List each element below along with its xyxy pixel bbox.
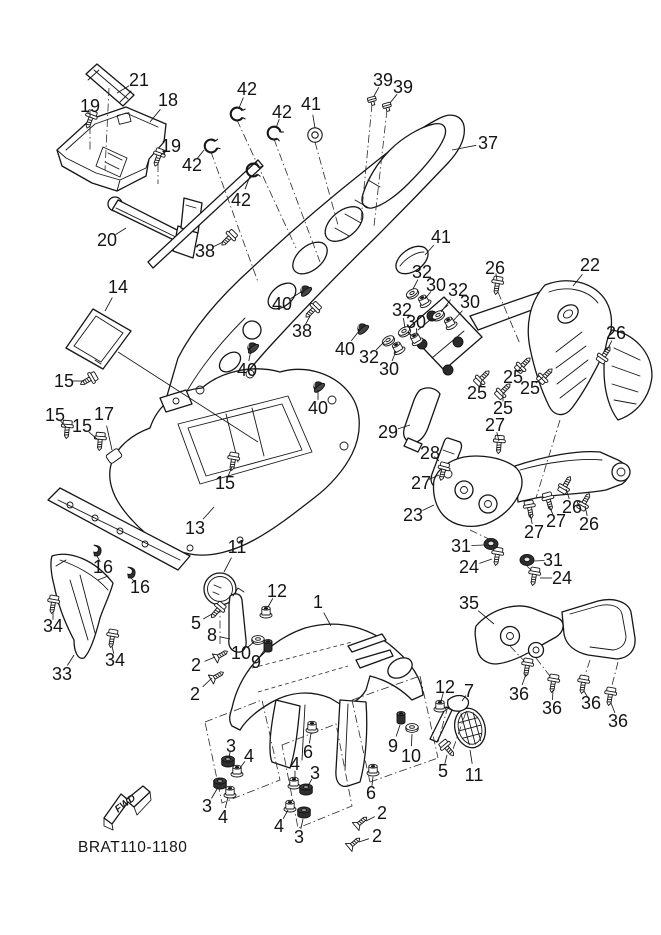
- part-side-cover-22: [470, 281, 612, 415]
- callout-number: 24: [551, 568, 573, 588]
- callout-6: [303, 733, 313, 762]
- callout-30: [379, 351, 399, 379]
- callout-number: 31: [450, 536, 472, 556]
- fastener-damper: [300, 784, 313, 795]
- callout-number: 10: [400, 746, 422, 766]
- leader-line: [411, 734, 412, 746]
- fastener-grommet: [308, 128, 322, 142]
- callout-number: 3: [225, 736, 237, 756]
- fastener-screw: [527, 567, 542, 587]
- callout-number: 28: [419, 443, 441, 463]
- callout-number: 18: [157, 90, 179, 110]
- callout-38: [195, 241, 223, 261]
- callout-16: [130, 577, 150, 597]
- callout-15: [45, 405, 66, 427]
- callout-number: 9: [250, 652, 262, 672]
- callout-number: 20: [96, 230, 118, 250]
- callout-number: 42: [271, 102, 293, 122]
- callout-number: 12: [266, 581, 288, 601]
- callout-25: [467, 380, 487, 403]
- part-guard-35: [475, 600, 635, 664]
- callout-16: [93, 556, 113, 577]
- fastener-csk: [352, 813, 370, 830]
- callout-number: 8: [206, 625, 218, 645]
- callout-4: [218, 797, 228, 827]
- callout-number: 40: [236, 360, 258, 380]
- callout-number: 42: [236, 79, 258, 99]
- callout-number: 4: [289, 754, 301, 774]
- callout-number: 30: [405, 312, 427, 332]
- callout-number: 32: [411, 262, 433, 282]
- callout-1: [313, 592, 331, 626]
- leader-line: [205, 657, 215, 661]
- callout-31: [534, 550, 563, 570]
- callout-24: [540, 568, 572, 588]
- callout-28: [420, 443, 440, 463]
- callout-number: 12: [434, 677, 456, 697]
- fastener-screw: [603, 687, 618, 707]
- callout-number: 30: [378, 359, 400, 379]
- callout-6: [366, 777, 376, 803]
- fwd-label: FWD: [113, 792, 138, 816]
- callout-42: [237, 79, 257, 108]
- callout-22: [573, 255, 600, 286]
- fastener-nut: [224, 786, 236, 798]
- callout-20: [97, 228, 126, 250]
- fastener-damper: [298, 807, 311, 818]
- part-front-fender-1: [230, 624, 423, 786]
- callout-number: 6: [365, 783, 377, 803]
- callout-12: [267, 581, 287, 607]
- leader-line: [422, 505, 434, 511]
- callout-number: 27: [484, 415, 506, 435]
- callout-31: [451, 536, 484, 556]
- fastener-screw: [218, 228, 239, 249]
- callout-30: [425, 275, 446, 299]
- callout-3: [226, 736, 236, 758]
- callout-2: [359, 826, 382, 846]
- callout-number: 36: [580, 693, 602, 713]
- fastener-nut: [306, 721, 318, 733]
- callout-25: [520, 377, 543, 398]
- leader-line: [116, 228, 127, 235]
- callout-7: [462, 681, 474, 701]
- callout-19: [80, 96, 100, 117]
- callout-14: [105, 277, 128, 311]
- fastener-screw: [93, 432, 107, 451]
- callout-number: 11: [464, 765, 484, 785]
- leader-line: [105, 298, 112, 311]
- fastener-collar: [397, 712, 405, 724]
- callout-number: 19: [160, 136, 182, 156]
- callout-39: [390, 77, 413, 103]
- fastener-rivet: [382, 102, 392, 112]
- callout-3: [202, 789, 217, 816]
- callout-number: 25: [492, 398, 514, 418]
- callout-number: 15: [214, 473, 236, 493]
- fastener-screw: [576, 675, 591, 695]
- callout-number: 13: [184, 518, 206, 538]
- callout-number: 10: [230, 643, 252, 663]
- fastener-washer: [406, 724, 418, 733]
- callout-number: 25: [502, 367, 524, 387]
- callout-36: [509, 674, 529, 704]
- callout-number: 6: [302, 742, 314, 762]
- callout-number: 40: [307, 398, 329, 418]
- callout-40: [335, 331, 359, 359]
- callout-number: 41: [430, 227, 452, 247]
- fastener-nut: [260, 606, 272, 618]
- callout-36: [542, 690, 562, 718]
- callout-number: 41: [300, 94, 322, 114]
- fastener-nut: [416, 293, 432, 309]
- fastener-screw: [46, 595, 61, 615]
- fastener-washer: [405, 287, 420, 301]
- fastener-nut: [288, 777, 300, 789]
- fastener-csk: [212, 647, 230, 663]
- part-side-cover-inner: [604, 330, 652, 420]
- callout-number: 9: [387, 736, 399, 756]
- callout-2: [190, 678, 212, 704]
- leader-line: [366, 817, 375, 821]
- callout-number: 26: [578, 514, 600, 534]
- leader-line: [203, 614, 212, 619]
- callout-number: 34: [104, 650, 126, 670]
- callout-9: [388, 725, 400, 756]
- leader-line: [479, 559, 492, 563]
- callout-number: 35: [458, 593, 480, 613]
- callout-11: [465, 750, 484, 785]
- callout-number: 17: [93, 404, 115, 424]
- callout-number: 30: [459, 292, 481, 312]
- fastener-screw: [105, 629, 120, 649]
- callout-number: 31: [542, 550, 564, 570]
- leader-line: [313, 115, 315, 128]
- fastener-nut: [434, 700, 446, 712]
- callout-4: [290, 754, 300, 779]
- callout-34: [43, 612, 63, 636]
- callout-2: [191, 655, 215, 675]
- fastener-damper: [214, 778, 227, 789]
- leader-line: [359, 839, 369, 842]
- callout-4: [240, 746, 254, 768]
- callout-39: [373, 70, 393, 96]
- callout-number: 39: [372, 70, 394, 90]
- callout-number: 2: [376, 803, 388, 823]
- callout-number: 26: [605, 323, 627, 343]
- callout-number: 7: [463, 681, 475, 701]
- callout-number: 23: [402, 505, 424, 525]
- callout-number: 29: [377, 422, 399, 442]
- callout-number: 38: [194, 241, 216, 261]
- fastener-screw: [492, 435, 506, 454]
- leader-line: [107, 426, 112, 450]
- callout-11: [224, 537, 246, 572]
- callout-number: 3: [293, 827, 305, 847]
- callout-number: 14: [107, 277, 129, 297]
- fastener-grommet31: [484, 538, 498, 549]
- callout-36: [608, 703, 628, 731]
- leader-line: [396, 725, 400, 737]
- callout-24: [459, 557, 492, 577]
- callout-number: 30: [425, 275, 447, 295]
- callout-number: 38: [291, 321, 313, 341]
- callout-number: 2: [190, 655, 202, 675]
- callout-number: 27: [410, 473, 432, 493]
- callout-19: [160, 136, 181, 156]
- callout-number: 40: [334, 339, 356, 359]
- callout-number: 40: [271, 294, 293, 314]
- callout-15: [54, 371, 84, 391]
- callout-number: 3: [201, 796, 213, 816]
- callout-3: [308, 763, 320, 786]
- callout-number: 26: [484, 258, 506, 278]
- leader-line: [470, 750, 472, 764]
- callout-number: 32: [391, 300, 413, 320]
- callout-2: [366, 803, 387, 823]
- drawing-code: BRAT110-1180: [78, 839, 188, 856]
- callout-number: 42: [230, 190, 252, 210]
- callout-number: 11: [227, 537, 247, 557]
- callout-4: [274, 810, 288, 836]
- leader-line: [203, 678, 212, 687]
- callout-42: [182, 150, 204, 175]
- fastener-screw: [520, 658, 535, 678]
- fwd-arrow: [104, 786, 151, 830]
- callout-27: [524, 514, 544, 542]
- fastener-collar: [264, 640, 272, 652]
- callout-number: 2: [371, 826, 383, 846]
- callout-number: 27: [523, 522, 545, 542]
- fastener-clip: [266, 125, 285, 143]
- callout-number: 32: [358, 347, 380, 367]
- fastener-rivet: [367, 96, 377, 106]
- fastener-screw: [78, 370, 100, 389]
- callout-number: 37: [477, 133, 499, 153]
- callout-number: 4: [243, 746, 255, 766]
- callout-34: [105, 646, 125, 670]
- fastener-screw: [522, 500, 537, 520]
- callout-8: [207, 625, 230, 645]
- part-lid-14: [66, 309, 131, 369]
- callout-number: 5: [437, 761, 449, 781]
- fastener-damper: [222, 756, 235, 767]
- fastener-clip: [203, 138, 221, 154]
- leader-line: [239, 98, 243, 109]
- callout-18: [150, 90, 178, 122]
- callout-number: 21: [128, 70, 150, 90]
- callout-number: 36: [508, 684, 530, 704]
- callout-number: 16: [129, 577, 151, 597]
- fastener-csk: [345, 834, 363, 851]
- callout-number: 3: [309, 763, 321, 783]
- callout-5: [438, 755, 448, 781]
- callout-number: 15: [44, 405, 66, 425]
- callout-number: 19: [79, 96, 101, 116]
- part-bracket-18: [57, 107, 166, 191]
- callout-number: 39: [392, 77, 414, 97]
- callout-26: [485, 258, 505, 280]
- callout-number: 24: [458, 557, 480, 577]
- callout-number: 42: [181, 155, 203, 175]
- callout-number: 22: [579, 255, 601, 275]
- callout-41: [301, 94, 321, 128]
- fastener-csk: [208, 668, 226, 684]
- callout-33: [52, 655, 74, 684]
- callout-number: 34: [42, 616, 64, 636]
- callout-number: 36: [541, 698, 563, 718]
- fastener-clip: [231, 108, 246, 121]
- callout-10: [401, 734, 421, 766]
- callout-number: 5: [190, 613, 202, 633]
- callout-number: 15: [71, 416, 93, 436]
- callout-number: 15: [53, 371, 75, 391]
- callout-35: [459, 593, 494, 624]
- fastener-nut: [367, 764, 379, 776]
- callout-3: [294, 819, 304, 847]
- callout-number: 32: [447, 280, 469, 300]
- callout-41: [425, 227, 451, 255]
- fastener-clip16: [89, 544, 103, 558]
- callout-number: 2: [189, 684, 201, 704]
- fastener-nut: [284, 800, 296, 812]
- callout-42: [272, 102, 292, 128]
- callout-17: [94, 404, 114, 450]
- callout-number: 16: [92, 557, 114, 577]
- fastener-washer: [252, 636, 264, 645]
- callout-36: [581, 691, 601, 713]
- callout-number: 1: [312, 592, 324, 612]
- leader-line: [212, 789, 218, 798]
- fastener-grommet31: [520, 554, 534, 565]
- callout-number: 25: [519, 378, 541, 398]
- callout-number: 27: [545, 511, 567, 531]
- callout-number: 26: [561, 497, 583, 517]
- callout-number: 25: [466, 383, 488, 403]
- callout-number: 33: [51, 664, 73, 684]
- callout-23: [403, 505, 434, 525]
- callout-number: 4: [217, 807, 229, 827]
- fastener-nut: [390, 340, 406, 356]
- callout-number: 4: [273, 816, 285, 836]
- callout-number: 36: [607, 711, 629, 731]
- leader-line: [224, 558, 232, 572]
- leader-line: [471, 545, 484, 546]
- fastener-screw: [437, 738, 458, 760]
